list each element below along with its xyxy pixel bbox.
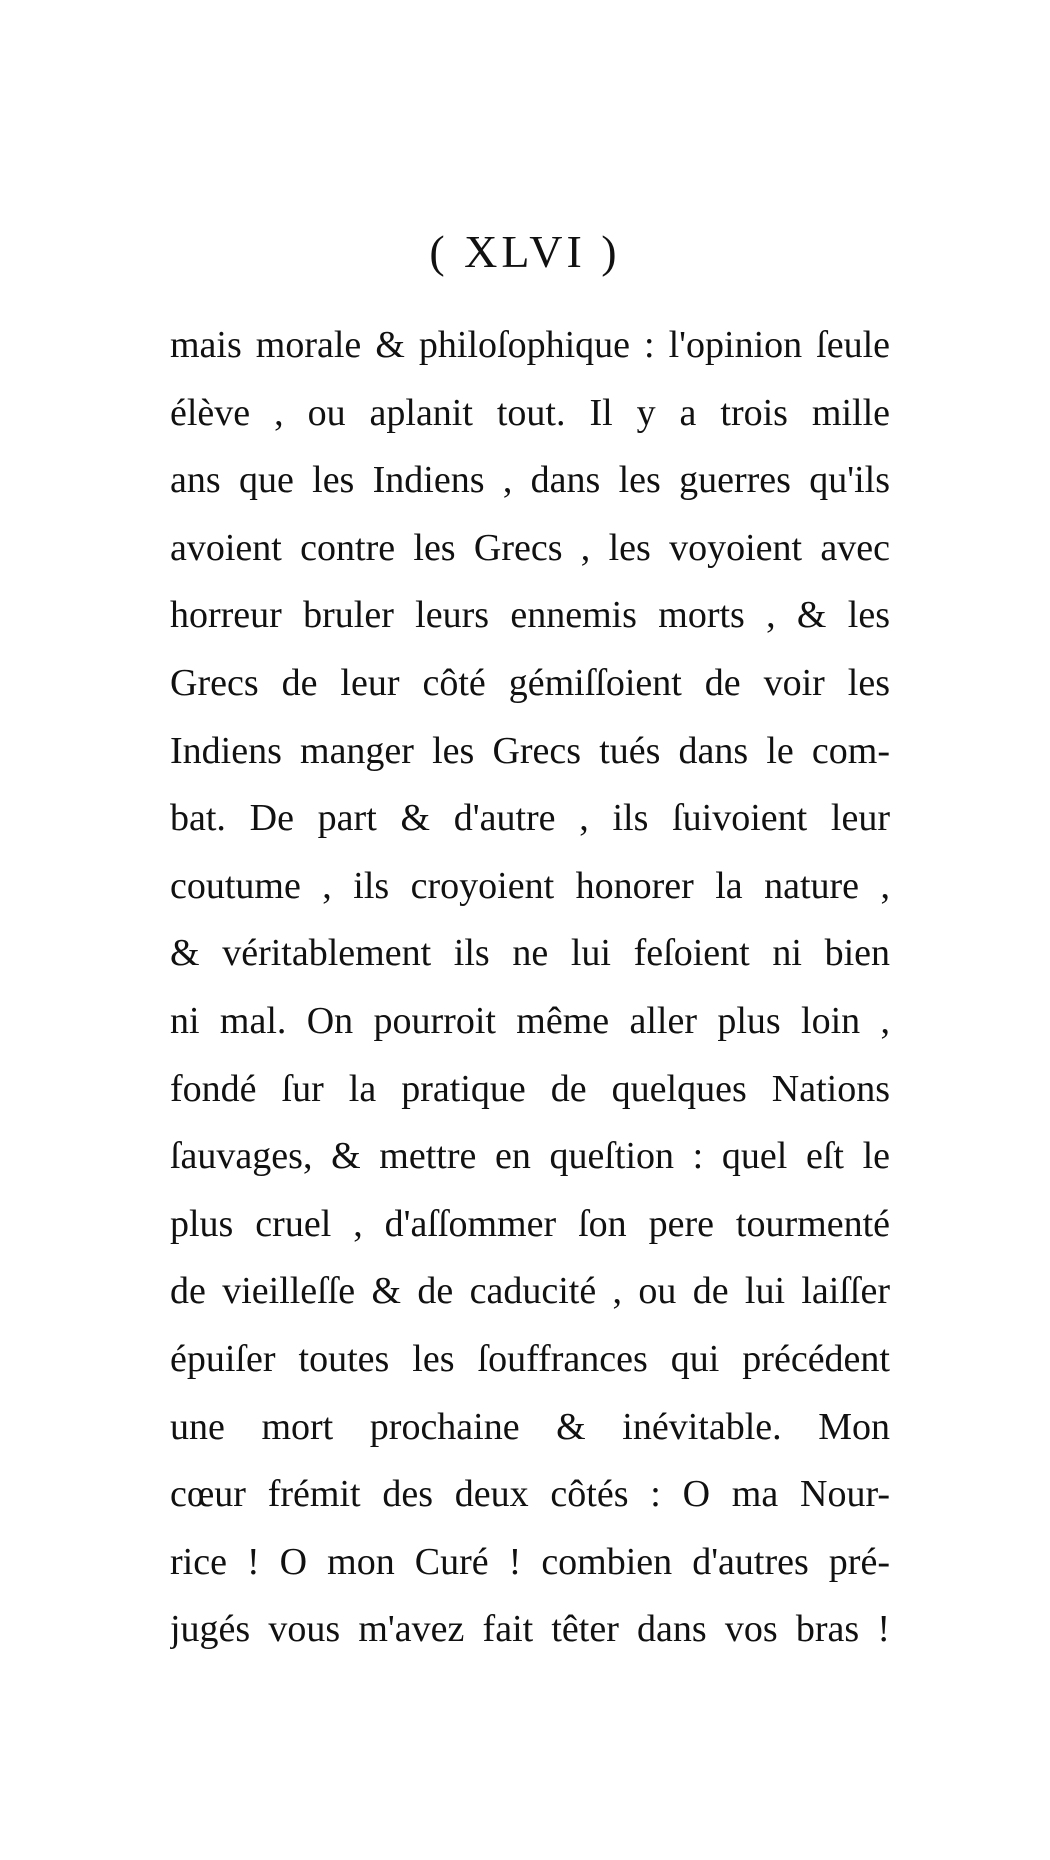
text-line: cœur frémit des deux côtés : O ma Nour- bbox=[170, 1473, 890, 1516]
text-line: une mort prochaine & inévitable. Mon bbox=[170, 1405, 890, 1448]
text-line: mais morale & philoſophique : l'opinion ſeule bbox=[170, 324, 890, 366]
text-line: & véritablement ils ne lui feſoient ni bien bbox=[170, 932, 890, 975]
text-line: élève , ou aplanit tout. Il y a trois mille bbox=[170, 391, 890, 434]
page-number-header: ( XLVI ) bbox=[429, 226, 621, 277]
text-line: rice ! O mon Curé ! combien d'autres pré- bbox=[170, 1540, 890, 1583]
text-line: Grecs de leur côté gémiſſoient de voir les bbox=[170, 661, 890, 704]
text-line: de vieilleſſe & de caducité , ou de lui laiſſer bbox=[170, 1270, 890, 1313]
text-line: coutume , ils croyoient honorer la nature , bbox=[170, 864, 890, 907]
text-line: horreur bruler leurs ennemis morts , & les bbox=[170, 594, 890, 637]
text-line: Indiens manger les Grecs tués dans le com- bbox=[170, 729, 890, 772]
text-line: avoient contre les Grecs , les voyoient avec bbox=[170, 526, 890, 569]
text-line: plus cruel , d'aſſommer ſon pere tourmenté bbox=[170, 1202, 890, 1245]
text-line: ſauvages, & mettre en queſtion : quel eſt le bbox=[170, 1135, 890, 1178]
text-line: épuiſer toutes les ſouffrances qui précédent bbox=[170, 1337, 890, 1380]
text-line: fondé ſur la pratique de quelques Nations bbox=[170, 1067, 890, 1110]
body-text bbox=[170, 312, 890, 1664]
text-line: ans que les Indiens , dans les guerres qu'ils bbox=[170, 459, 890, 502]
text-line: bat. De part & d'autre , ils ſuivoient leur bbox=[170, 797, 890, 840]
text-line: jugés vous m'avez fait têter dans vos bras ! bbox=[170, 1608, 890, 1651]
text-line: ni mal. On pourroit même aller plus loin , bbox=[170, 999, 890, 1042]
